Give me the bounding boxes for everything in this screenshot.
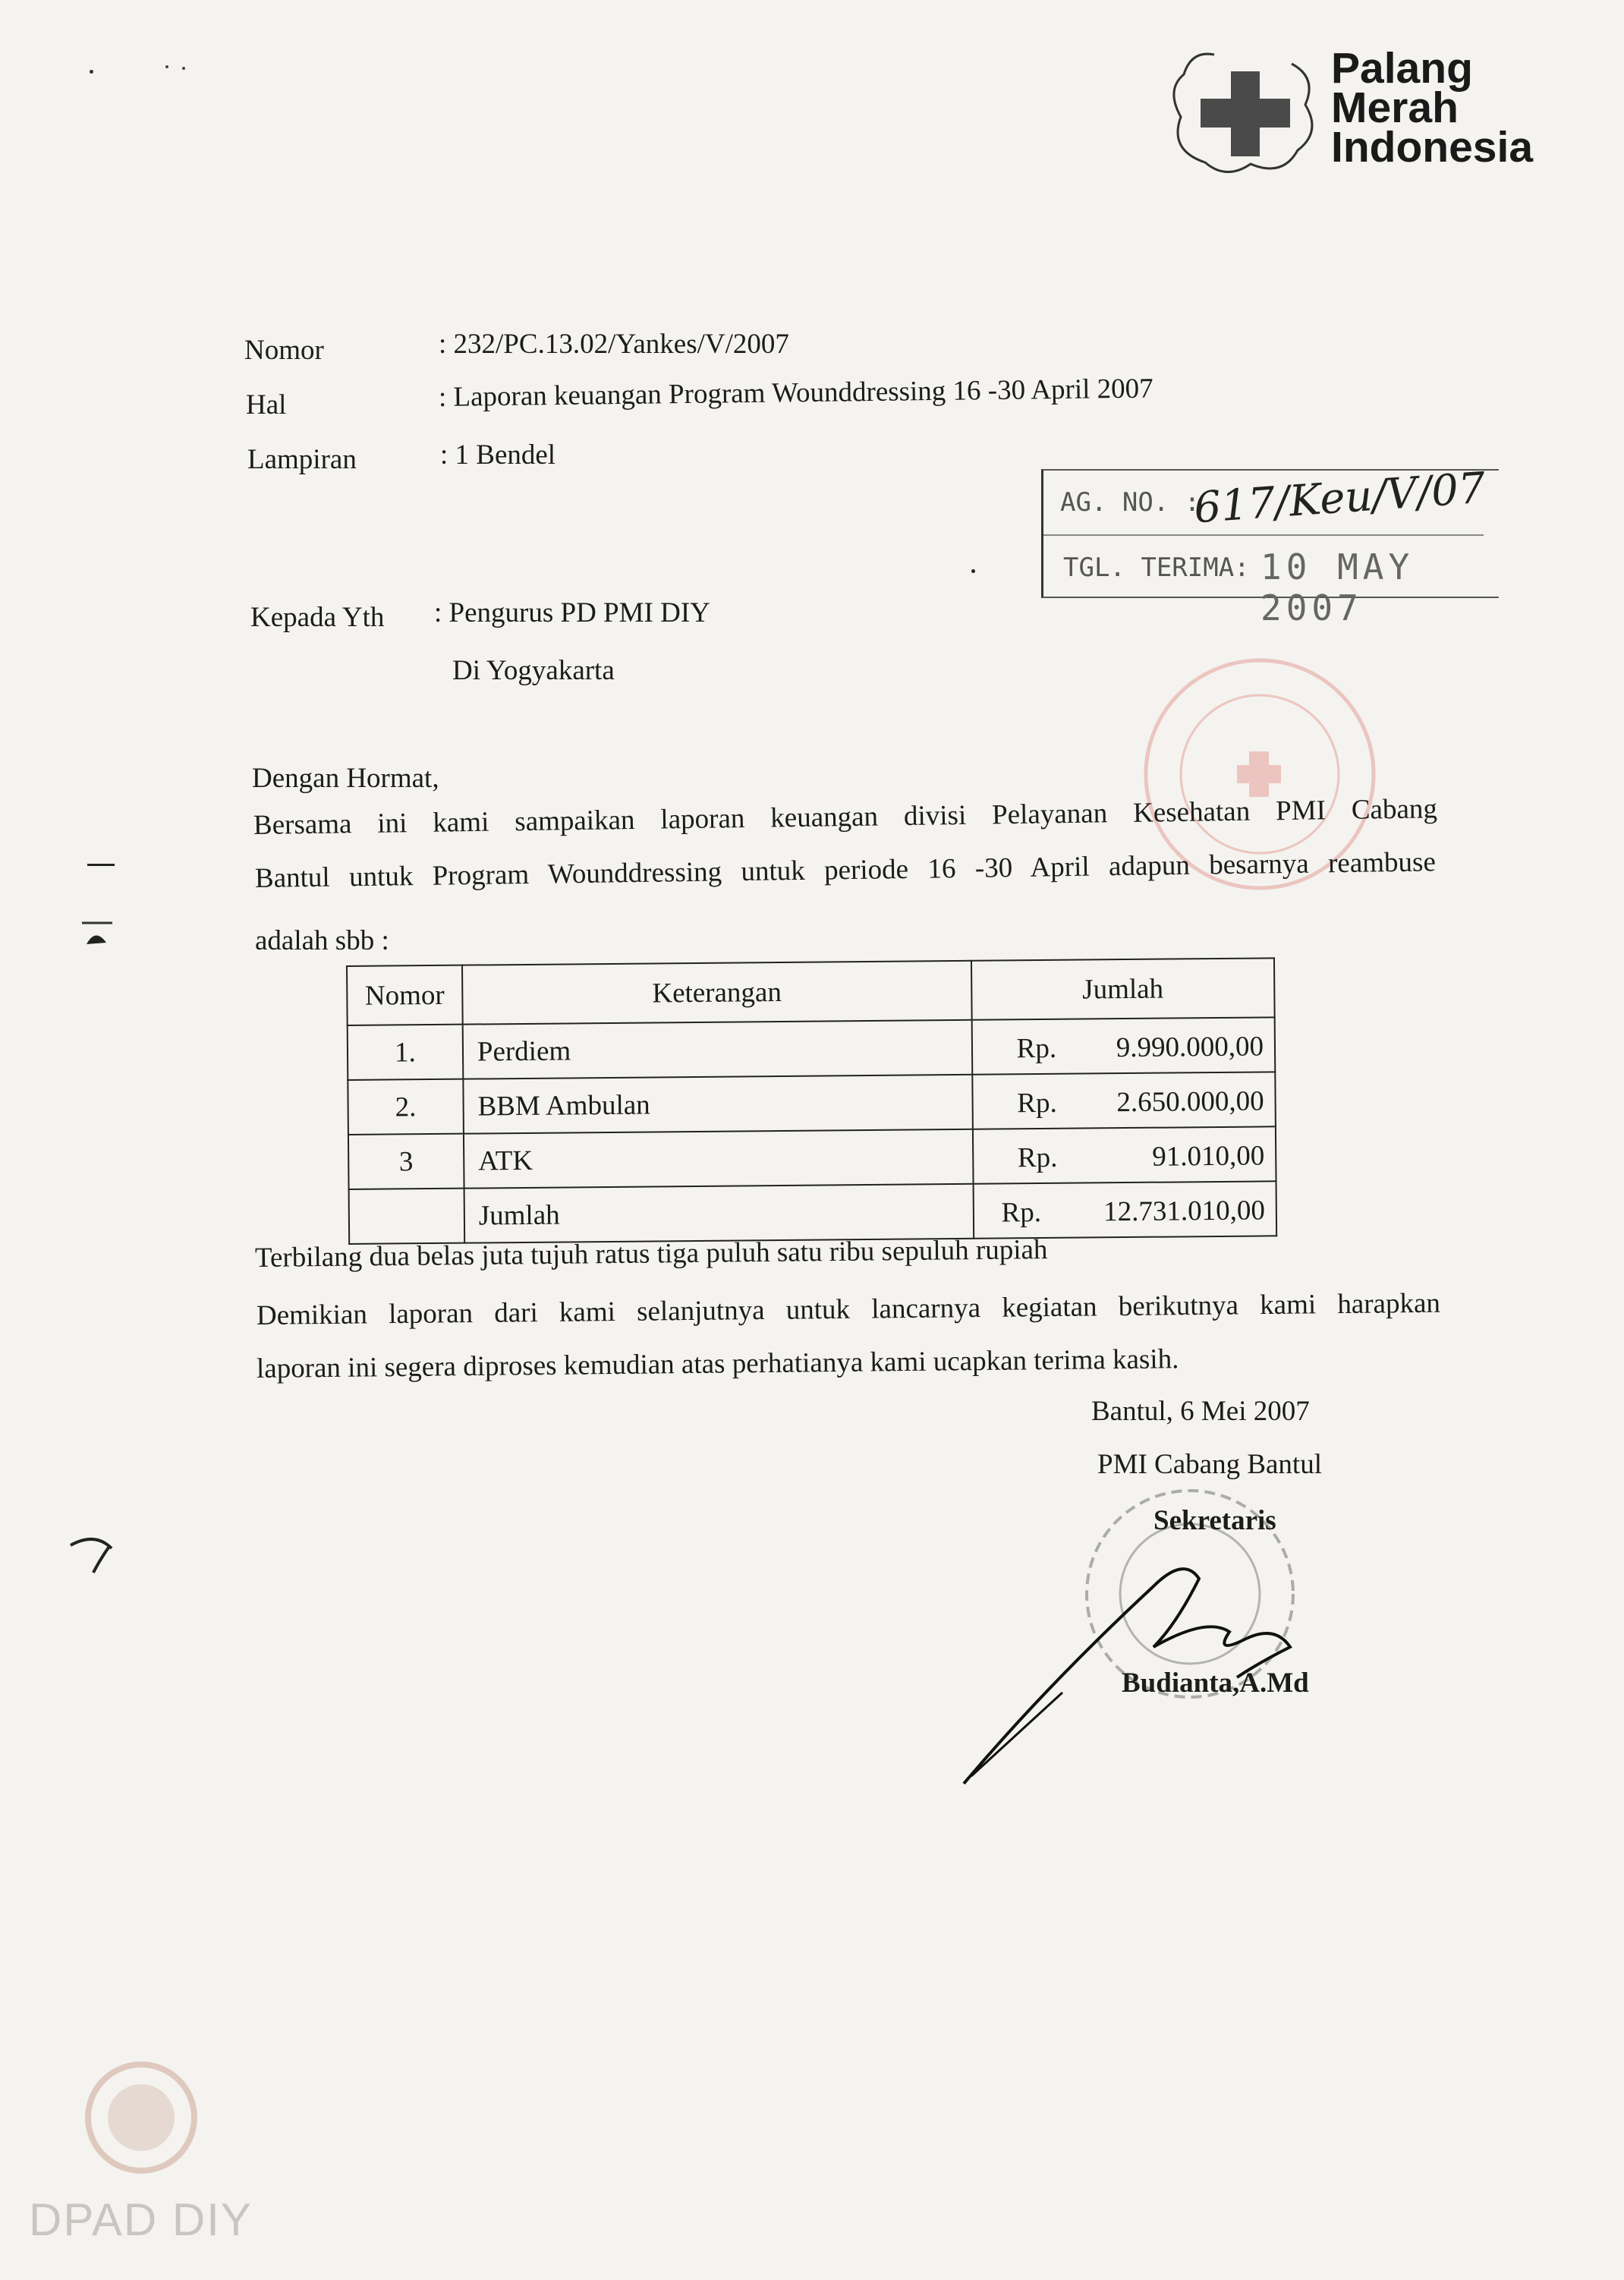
signatory-title: Sekretaris <box>1153 1505 1276 1536</box>
total-currency: Rp. <box>1001 1197 1042 1229</box>
lampiran-label: Lampiran <box>247 444 357 475</box>
organization: PMI Cabang Bantul <box>1097 1449 1322 1480</box>
body-paragraph-line-3: adalah sbb : <box>255 925 389 956</box>
row-amount-cell <box>972 1072 1276 1129</box>
agenda-number-value: 617/Keu/V/07 <box>1192 463 1487 534</box>
row-amount: 9.990.000,00 <box>1116 1031 1264 1064</box>
row-amount: 2.650.000,00 <box>1116 1085 1264 1119</box>
signatory-name: Budianta,A.Md <box>1122 1667 1309 1699</box>
lampiran-value: : 1 Bendel <box>440 439 556 471</box>
row-description: Perdiem <box>463 1020 972 1079</box>
recipient-line-2: Di Yogyakarta <box>452 655 615 686</box>
recipient-label: Kepada Yth <box>250 602 385 633</box>
received-stamp <box>1041 463 1499 628</box>
table-row <box>348 1072 1276 1135</box>
row-amount: 91.010,00 <box>1152 1140 1265 1173</box>
pmi-logo <box>1161 44 1556 188</box>
row-currency: Rp. <box>1016 1032 1057 1065</box>
table-header-jumlah: Jumlah <box>971 958 1275 1019</box>
recipient-line-1: : Pengurus PD PMI DIY <box>434 597 710 628</box>
scan-mark <box>182 67 185 70</box>
row-description: ATK <box>464 1129 973 1189</box>
stamp-divider <box>1043 534 1484 536</box>
closing-line-2: laporan ini segera diproses kemudian atas perhatianya kami ucapkan terima kasih. <box>256 1343 1179 1384</box>
greeting: Dengan Hormat, <box>252 763 439 794</box>
row-amount-cell <box>971 1017 1275 1074</box>
red-cross-emblem-icon <box>1161 44 1328 181</box>
scan-mark <box>65 1532 118 1577</box>
table-header-nomor: Nomor <box>347 965 463 1025</box>
total-empty-cell <box>349 1189 465 1244</box>
received-date-label: TGL. TERIMA: <box>1063 553 1250 583</box>
nomor-value: : 232/PC.13.02/Yankes/V/2007 <box>439 329 789 360</box>
logo-text-line-2: Merah <box>1331 83 1459 132</box>
closing-line-1: Demikian laporan dari kami selanjutnya untuk lancarnya kegiatan berikutnya kami harapkan <box>256 1287 1441 1331</box>
table-row <box>348 1126 1276 1189</box>
place-date: Bantul, 6 Mei 2007 <box>1091 1396 1310 1427</box>
received-date-value: 10 MAY 2007 <box>1260 546 1415 628</box>
scan-mark <box>165 65 168 68</box>
nomor-label: Nomor <box>244 335 324 366</box>
logo-text-line-3: Indonesia <box>1331 123 1534 172</box>
total-amount: 12.731.010,00 <box>1103 1195 1266 1228</box>
table-row <box>348 1017 1276 1080</box>
row-currency: Rp. <box>1017 1087 1057 1120</box>
logo-text-line-1: Palang <box>1331 44 1473 93</box>
hal-value: : Laporan keuangan Program Wounddressing 16 -30 April 2007 <box>438 373 1153 413</box>
scan-mark <box>87 864 115 866</box>
scan-mark <box>971 569 975 573</box>
scan-mark <box>90 70 93 74</box>
archive-watermark: DPAD DIY <box>29 2194 253 2245</box>
row-number: 1. <box>348 1025 464 1080</box>
row-number: 3 <box>348 1134 464 1189</box>
archive-seal <box>82 2058 200 2177</box>
table-header-keterangan: Keterangan <box>462 961 971 1025</box>
row-currency: Rp. <box>1017 1142 1058 1174</box>
handwritten-signature <box>956 1533 1336 1791</box>
scan-mark <box>76 920 118 947</box>
table-header-row <box>347 958 1275 1025</box>
agenda-number-label: AG. NO. : <box>1060 487 1201 518</box>
body-paragraph-line-1: Bersama ini kami sampaikan laporan keuangan divisi Pelayanan Kesehatan PMI Cabang <box>253 793 1438 841</box>
financial-table <box>346 957 1277 1245</box>
hal-label: Hal <box>246 389 287 420</box>
total-amount-cell <box>973 1181 1276 1238</box>
table-total-row <box>349 1181 1277 1244</box>
total-label: Jumlah <box>464 1184 973 1243</box>
row-number: 2. <box>348 1079 464 1135</box>
row-description: BBM Ambulan <box>463 1075 972 1134</box>
row-amount-cell <box>973 1126 1276 1183</box>
body-paragraph-line-2: Bantul untuk Program Wounddressing untuk periode 16 -30 April adapun besarnya reambuse <box>254 846 1437 894</box>
amount-in-words: Terbilang dua belas juta tujuh ratus tiga puluh satu ribu sepuluh rupiah <box>254 1234 1048 1274</box>
